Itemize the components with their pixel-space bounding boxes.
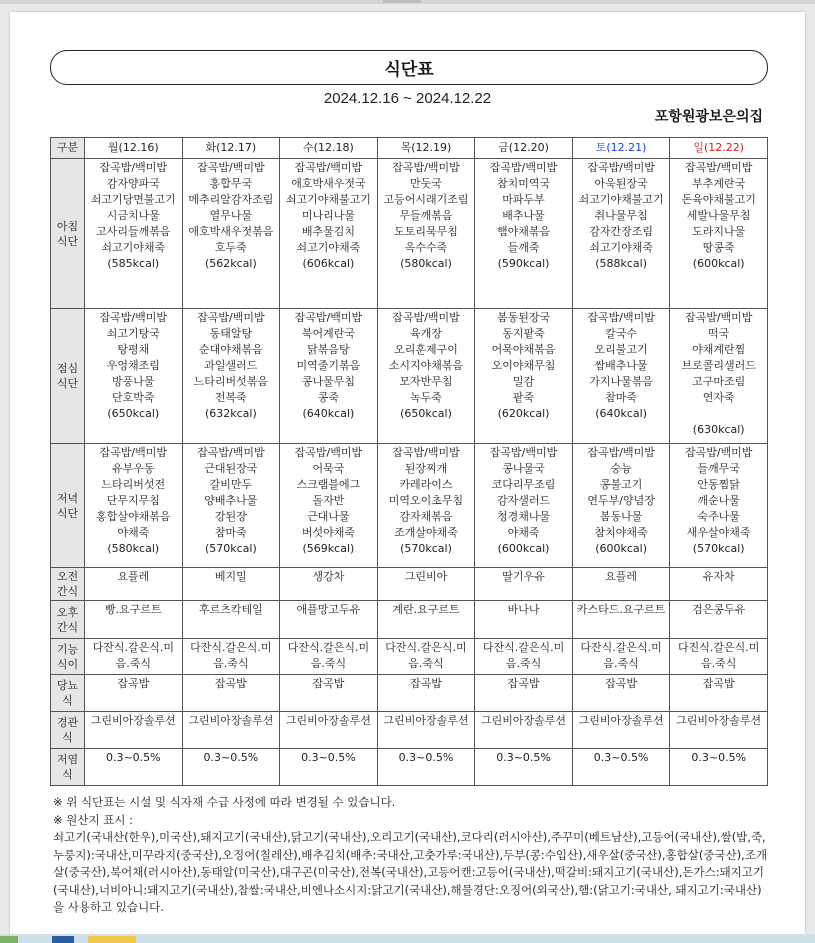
- day-header: 화(12.17): [182, 138, 280, 159]
- menu-cell: 그린비아장솔루션: [377, 712, 475, 749]
- row-label: 오전 간식: [51, 568, 85, 601]
- menu-cell: 0.3~0.5%: [572, 749, 670, 786]
- row-label: 저염 식: [51, 749, 85, 786]
- menu-cell: 빵.요구르트: [85, 601, 183, 639]
- menu-cell: 잡곡밥/백미밥 콩나물국 코다리무조림 감자샐러드 청경채나물 야채죽 (600kcal): [475, 444, 573, 568]
- viewer-top-bar: [0, 0, 815, 4]
- menu-cell: 0.3~0.5%: [377, 749, 475, 786]
- menu-cell: 계란.요구르트: [377, 601, 475, 639]
- page-title: 식단표: [50, 50, 768, 85]
- change-notice: ※ 위 식단표는 시설 및 식자재 수급 사정에 따라 변경될 수 있습니다.: [53, 795, 396, 809]
- menu-cell: 딸기우유: [475, 568, 573, 601]
- table-row: [51, 712, 768, 749]
- menu-cell: 다잔식.갈은식.미음.죽식: [475, 639, 573, 675]
- menu-cell: 잡곡밥/백미밥 홍합무국 메추리알감자조림 열무나물 애호박새우젓볶음 호두죽 (562kcal): [182, 159, 280, 309]
- day-header-sunday: 일(12.22): [670, 138, 768, 159]
- menu-cell: 그린비아장솔루션: [670, 712, 768, 749]
- menu-cell: 잡곡밥/백미밥 쇠고기탕국 탕평채 우엉채조림 방풍나물 단호박죽 (650kcal): [85, 309, 183, 444]
- table-row: [51, 159, 768, 309]
- day-header: 금(12.20): [475, 138, 573, 159]
- menu-cell: 다잔식.갈은식.미음.죽식: [572, 639, 670, 675]
- menu-cell: 그린비아장솔루션: [85, 712, 183, 749]
- menu-cell: 0.3~0.5%: [280, 749, 378, 786]
- menu-cell: 잡곡밥: [85, 675, 183, 712]
- menu-cell: 잡곡밥: [377, 675, 475, 712]
- day-header: 목(12.19): [377, 138, 475, 159]
- menu-cell: 잡곡밥/백미밥 육개장 오리훈제구이 소시지야채볶음 모자반무침 녹두죽 (650kcal): [377, 309, 475, 444]
- menu-cell: 그린비아장솔루션: [475, 712, 573, 749]
- menu-cell: 검은콩두유: [670, 601, 768, 639]
- menu-cell: 다잔식.갈은식.미음.죽식: [85, 639, 183, 675]
- table-row: [51, 749, 768, 786]
- notes-section: [53, 794, 771, 917]
- table-header-row: [51, 138, 768, 159]
- menu-cell: 잡곡밥/백미밥 만둣국 고등어시래기조림 무들깨볶음 도토리묵무침 옥수수죽 (580kcal): [377, 159, 475, 309]
- menu-cell: 0.3~0.5%: [182, 749, 280, 786]
- origin-text: 쇠고기(국내산(한우),미국산),돼지고기(국내산),닭고기(국내산),오리고기(국내산),코다리(러시아산),주꾸미(베트남산),고등어(국내산),쌀(밥,죽,누룽지):국내산,미꾸라지(중국산),오징어(칠레산),배추김치(배추:국내산,고춧가루:국내산),두부(콩:수입산),새우살(중국산),홍합살(중국산),조개살(중국산),북어채(러시아산),동태알(미국산),대구곤(미국산),전복(국내산),고등어캔:고등어(국내산),떡갈비:돼지고기(국내산),돈가스:돼지고기(국내산),너비아니:돼지고기(국내산),찹쌀:국내산,비엔나소시지:닭고기(국내산),해물경단:오징어(외국산),햄:(닭고기:국내산, 돼지고기:국내산)을 사용하고 있습니다.: [53, 830, 768, 914]
- menu-cell: 잡곡밥: [280, 675, 378, 712]
- row-label: 점심 식단: [51, 309, 85, 444]
- menu-cell: 유자차: [670, 568, 768, 601]
- menu-cell: 잡곡밥/백미밥 숭늉 콩불고기 연두부/양념장 봄동나물 참치야채죽 (600kcal): [572, 444, 670, 568]
- menu-cell: 0.3~0.5%: [670, 749, 768, 786]
- menu-cell: 애플망고두유: [280, 601, 378, 639]
- menu-cell: 다잔식.갈은식.미음.죽식: [377, 639, 475, 675]
- menu-cell: 잡곡밥: [182, 675, 280, 712]
- menu-cell: 그린비아장솔루션: [280, 712, 378, 749]
- menu-cell: 잡곡밥: [572, 675, 670, 712]
- menu-cell: 잡곡밥/백미밥 들깨무국 안동찜닭 깨순나물 숙주나물 새우살야채죽 (570kcal): [670, 444, 768, 568]
- menu-cell: 0.3~0.5%: [85, 749, 183, 786]
- menu-cell: 0.3~0.5%: [475, 749, 573, 786]
- taskbar-app-icon[interactable]: [0, 936, 18, 943]
- menu-cell: 잡곡밥/백미밥 애호박새우젓국 쇠고기야채불고기 미나리나물 배추물김치 쇠고기야채죽 (606kcal): [280, 159, 378, 309]
- menu-cell: 다잔식.갈은식.미음.죽식: [280, 639, 378, 675]
- menu-cell: 잡곡밥/백미밥 감자양파국 쇠고기당면불고기 시금치나물 고사리들깨볶음 쇠고기야채죽 (585kcal): [85, 159, 183, 309]
- menu-cell: 베지밀: [182, 568, 280, 601]
- row-label: 기능 식이: [51, 639, 85, 675]
- row-label: 당뇨 식: [51, 675, 85, 712]
- menu-cell: 잡곡밥/백미밥 부추계란국 돈육야채불고기 세발나물무침 도라지나물 땅콩죽 (600kcal): [670, 159, 768, 309]
- menu-cell: 봄동된장국 동지팥죽 어묵야채볶음 오이야채무침 밀감 팥죽 (620kcal): [475, 309, 573, 444]
- table-corner-label: 구분: [51, 138, 85, 159]
- row-label: 아침 식단: [51, 159, 85, 309]
- date-range: 2024.12.16 ~ 2024.12.22: [323, 90, 492, 107]
- menu-cell: 잡곡밥/백미밥 북어계란국 닭볶음탕 미역줄기볶음 콩나물무침 콩죽 (640kcal): [280, 309, 378, 444]
- menu-cell: 잡곡밥/백미밥 참치미역국 마파두부 배추나물 햄야채볶음 들깨죽 (590kcal): [475, 159, 573, 309]
- menu-cell: 잡곡밥: [670, 675, 768, 712]
- menu-cell: 다잔식.갈은식.미음.죽식: [182, 639, 280, 675]
- day-header-saturday: 토(12.21): [572, 138, 670, 159]
- taskbar-app-icon[interactable]: [88, 936, 136, 943]
- table-row: [51, 444, 768, 568]
- table-row: [51, 601, 768, 639]
- row-label: 오후 간식: [51, 601, 85, 639]
- table-row: [51, 639, 768, 675]
- menu-cell: 후르츠칵테일: [182, 601, 280, 639]
- menu-cell: 생강차: [280, 568, 378, 601]
- menu-cell: 잡곡밥/백미밥 근대된장국 갈비만두 양배추나물 강된장 참마죽 (570kcal): [182, 444, 280, 568]
- menu-cell: 다진식.갈은식.미음.죽식: [670, 639, 768, 675]
- menu-cell: 잡곡밥/백미밥 아욱된장국 쇠고기야채불고기 취나물무침 감자간장조림 쇠고기야채죽 (588kcal): [572, 159, 670, 309]
- table-row: [51, 675, 768, 712]
- menu-cell: 요플레: [85, 568, 183, 601]
- menu-cell: 그린비아장솔루션: [572, 712, 670, 749]
- menu-cell: 잡곡밥/백미밥 유부우동 느타리버섯전 단무지무침 홍합살야채볶음 야채죽 (580kcal): [85, 444, 183, 568]
- menu-cell: 카스타드.요구르트: [572, 601, 670, 639]
- day-header: 수(12.18): [280, 138, 378, 159]
- menu-cell: 잡곡밥/백미밥 동태알탕 순대야채볶음 과일샐러드 느타리버섯볶음 전복죽 (632kcal): [182, 309, 280, 444]
- document-page: [10, 12, 805, 934]
- menu-cell: 그린비아장솔루션: [182, 712, 280, 749]
- menu-cell: 잡곡밥/백미밥 어묵국 스크램블에그 돌자반 근대나물 버섯야채죽 (569kcal): [280, 444, 378, 568]
- menu-cell: 바나나: [475, 601, 573, 639]
- row-label: 저녁 식단: [51, 444, 85, 568]
- meal-table: [50, 137, 768, 786]
- day-header: 월(12.16): [85, 138, 183, 159]
- menu-cell: 잡곡밥/백미밥 떡국 야채계란찜 브로콜리샐러드 고구마조림 연자죽 (630kcal): [670, 309, 768, 444]
- origin-heading: ※ 원산지 표시 :: [53, 812, 134, 827]
- menu-cell: 잡곡밥/백미밥 칼국수 오리불고기 쌈배추나물 가지나물볶음 참마죽 (640kcal): [572, 309, 670, 444]
- table-row: [51, 309, 768, 444]
- organization-name: 포항원광보은의집: [654, 109, 763, 125]
- taskbar-app-icon[interactable]: [52, 936, 74, 943]
- table-row: [51, 568, 768, 601]
- menu-cell: 잡곡밥: [475, 675, 573, 712]
- menu-cell: 그린비아: [377, 568, 475, 601]
- row-label: 경관 식: [51, 712, 85, 749]
- viewer-top-handle[interactable]: [383, 0, 421, 3]
- menu-cell: 잡곡밥/백미밥 된장찌개 카레라이스 미역오이초무침 감자채볶음 조개살야채죽 (570kcal): [377, 444, 475, 568]
- menu-cell: 요플레: [572, 568, 670, 601]
